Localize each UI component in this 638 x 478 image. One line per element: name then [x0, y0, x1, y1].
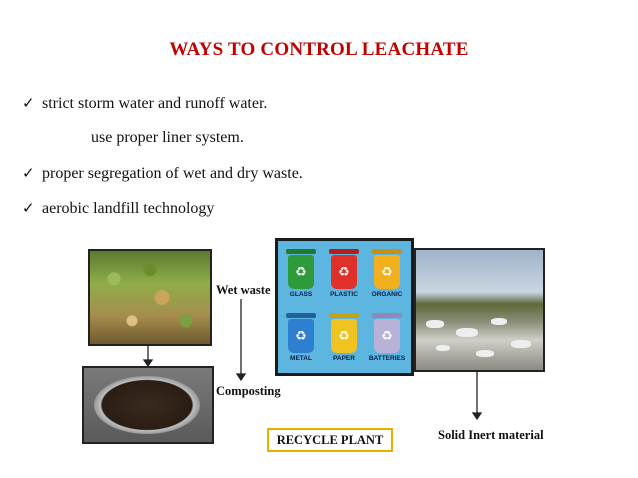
bullet-text: strict storm water and runoff water.: [42, 95, 268, 112]
wet-waste-label: Wet waste: [216, 283, 271, 297]
bin-label: METAL: [290, 355, 312, 362]
bullet-text: proper segregation of wet and dry waste.: [42, 165, 303, 182]
recycle-plant-box: RECYCLE PLANT: [267, 428, 393, 452]
checkmark-icon: ✓: [22, 199, 35, 217]
recycle-icon: ♻: [381, 265, 393, 280]
arrowhead: [473, 413, 481, 419]
bullet-continuation: use proper liner system.: [91, 129, 244, 146]
bin-label: PAPER: [333, 355, 355, 362]
bin-label: BATTERIES: [368, 355, 406, 362]
slide-title: WAYS TO CONTROL LEACHATE: [169, 39, 469, 60]
recycle-icon: ♻: [381, 329, 393, 344]
recycle-icon: ♻: [338, 265, 350, 280]
arrowhead: [144, 360, 152, 366]
recycle-icon: ♻: [295, 265, 307, 280]
arrowhead: [237, 374, 245, 380]
recycle-icon: ♻: [295, 329, 307, 344]
checkmark-icon: ✓: [22, 164, 35, 182]
bin-label: ORGANIC: [371, 291, 403, 298]
bullet-text: aerobic landfill technology: [42, 200, 215, 217]
recycle-icon: ♻: [338, 329, 350, 344]
composting-label: Composting: [216, 384, 281, 398]
bin-label: PLASTIC: [330, 291, 358, 298]
solid-inert-label: Solid Inert material: [438, 428, 544, 442]
checkmark-icon: ✓: [22, 94, 35, 112]
bin-label: GLASS: [289, 291, 313, 298]
